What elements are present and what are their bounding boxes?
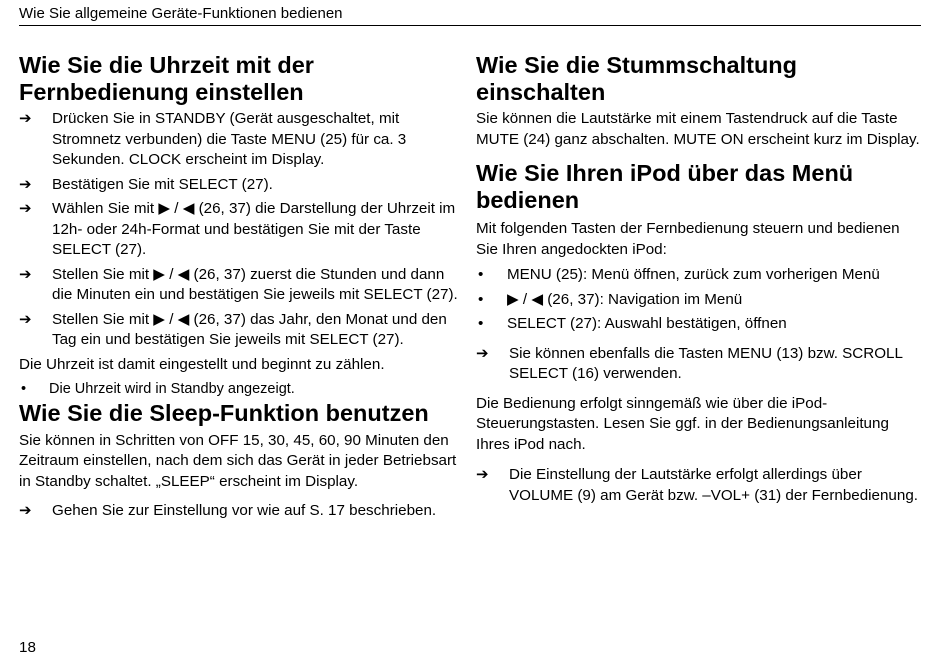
ipod-alt-step-text: Sie können ebenfalls die Tasten MENU (13) bzw. SCROLL SELECT (16) verwenden. <box>509 344 903 382</box>
section-ipod <box>476 160 921 506</box>
clock-step-text: Bestätigen Sie mit SELECT (27). <box>52 175 273 193</box>
sleep-heading: Wie Sie die Sleep-Funktion benutzen <box>19 399 429 426</box>
clock-step-text: Stellen Sie mit ▶ / ◀ (26, 37) das Jahr, den Monat und den Tag ein und bestätigen Sie jeweils mit SELECT (27). <box>52 310 447 348</box>
ipod-volume-step <box>476 465 921 506</box>
bullet-icon: • <box>478 290 484 308</box>
section-clock <box>19 52 459 400</box>
clock-result: Die Uhrzeit ist damit eingestellt und beginnt zu zählen. <box>19 355 385 373</box>
ipod-bullets <box>476 265 921 335</box>
arrow-icon: ➔ <box>19 265 32 283</box>
bullet-icon: • <box>478 315 484 332</box>
arrow-icon: ➔ <box>476 344 489 362</box>
clock-step-text: Stellen Sie mit ▶ / ◀ (26, 37) zuerst die Stunden und dann die Minuten ein und bestätigen Sie jeweils mit SELECT (27). <box>52 265 458 303</box>
clock-note <box>19 379 459 400</box>
running-header: Wie Sie allgemeine Geräte-Funktionen bedienen <box>19 5 343 22</box>
clock-step-text: Wählen Sie mit ▶ / ◀ (26, 37) die Darstellung der Uhrzeit im 12h- oder 24h-Format und bestätigen Sie mit der Taste SELECT (27). <box>52 200 456 258</box>
page-number: 18 <box>19 639 36 656</box>
sleep-body: Sie können in Schritten von OFF 15, 30, 45, 60, 90 Minuten den Zeitraum einstellen, nach dem sich das Gerät in jeder Betriebsart in Standby schaltet. „SLEEP“ erscheint im Display. <box>19 431 457 490</box>
bullet-icon: • <box>478 266 484 283</box>
bullet-icon: • <box>21 381 27 397</box>
ipod-alt-step <box>476 344 921 385</box>
clock-step-text: Drücken Sie in STANDBY (Gerät ausgeschaltet, mit Stromnetz verbunden) die Taste MENU (25) für ca. 3 Sekunden. CLOCK erscheint im Display. <box>52 110 407 168</box>
arrow-icon: ➔ <box>19 310 32 328</box>
ipod-bullet <box>476 290 921 311</box>
sleep-step <box>19 501 459 522</box>
clock-step <box>19 310 459 351</box>
arrow-icon: ➔ <box>19 200 32 217</box>
arrow-icon: ➔ <box>19 110 32 127</box>
ipod-bullet <box>476 314 921 335</box>
mute-body: Sie können die Lautstärke mit einem Tastendruck auf die Taste MUTE (24) ganz abschalten. MUTE ON erscheint kurz im Display. <box>476 110 920 148</box>
arrow-icon: ➔ <box>476 466 489 483</box>
ipod-bullet-text: ▶ / ◀ (26, 37): Navigation im Menü <box>507 290 743 308</box>
arrow-icon: ➔ <box>19 502 32 519</box>
header-rule <box>19 25 921 26</box>
ipod-bullet-text: SELECT (27): Auswahl bestätigen, öffnen <box>507 315 787 332</box>
ipod-intro: Mit folgenden Tasten der Fernbedienung steuern und bedienen Sie Ihren angedockten iPod: <box>476 220 900 258</box>
left-column <box>19 52 459 522</box>
right-column <box>476 52 921 506</box>
clock-steps <box>19 109 459 351</box>
clock-step <box>19 199 459 261</box>
clock-step <box>19 109 459 171</box>
clock-heading: Wie Sie die Uhrzeit mit der Fernbedienung einstellen <box>19 52 314 105</box>
ipod-heading: Wie Sie Ihren iPod über das Menü bedienen <box>476 160 854 213</box>
arrow-icon: ➔ <box>19 175 32 193</box>
ipod-bullet-text: MENU (25): Menü öffnen, zurück zum vorherigen Menü <box>507 266 880 283</box>
ipod-bullet <box>476 265 921 286</box>
sleep-step-text: Gehen Sie zur Einstellung vor wie auf S. 17 beschrieben. <box>52 502 437 519</box>
mute-heading: Wie Sie die Stummschaltung einschalten <box>476 52 798 105</box>
clock-step <box>19 175 459 196</box>
section-mute <box>476 52 921 150</box>
ipod-volume-step-text: Die Einstellung der Lautstärke erfolgt allerdings über VOLUME (9) am Gerät bzw. –VOL+ (31) der Fernbedienung. <box>509 466 918 504</box>
clock-note-text: Die Uhrzeit wird in Standby angezeigt. <box>49 381 295 397</box>
clock-step <box>19 265 459 306</box>
ipod-body2: Die Bedienung erfolgt sinngemäß wie über die iPod-Steuerungstasten. Lesen Sie ggf. in der Bedienungsanleitung Ihres iPod nach. <box>476 394 889 453</box>
section-sleep <box>19 400 459 522</box>
